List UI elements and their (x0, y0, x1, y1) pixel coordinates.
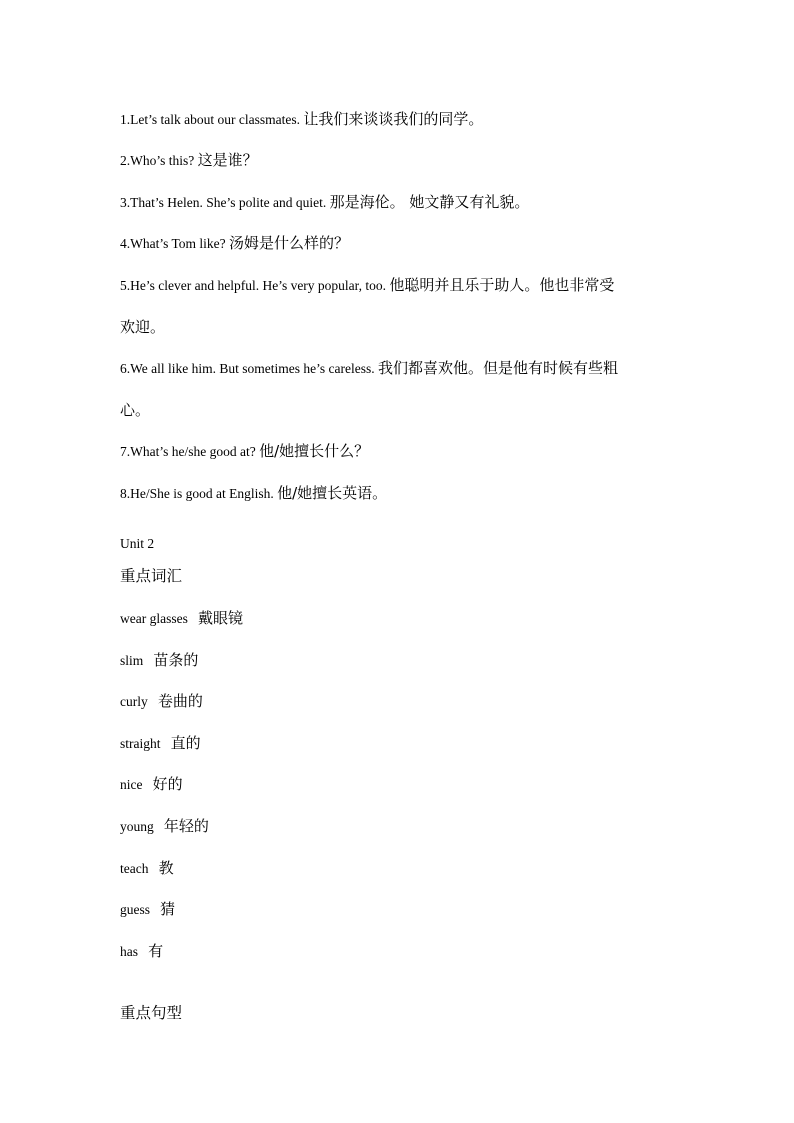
sentence-english: 7.What’s he/she good at? (120, 444, 260, 459)
sentence-chinese: 他聪明并且乐于助人。他也非常受 (389, 276, 615, 294)
vocab-item (120, 816, 209, 837)
vocab-chinese: 戴眼镜 (197, 609, 243, 627)
sentence-line (120, 150, 258, 171)
sentence-english: 5.He’s clever and helpful. He’s very popular, too. (120, 278, 390, 293)
sentence-chinese: 他/她擅长什么？ (259, 442, 370, 460)
unit-title (120, 534, 154, 554)
sentence-chinese: 那是海伦。 她文静又有礼貌。 (329, 193, 530, 211)
vocab-heading: 重点词汇 (120, 567, 183, 585)
sentence-line-continuation (120, 317, 165, 338)
vocab-chinese: 教 (158, 859, 174, 877)
sentence-line (120, 358, 618, 379)
vocab-item (120, 774, 183, 795)
vocab-item (120, 733, 201, 754)
sentence-english: 4.What’s Tom like? (120, 236, 230, 251)
vocab-chinese: 直的 (170, 734, 201, 752)
sentence-line (120, 483, 387, 504)
sentence-line (120, 275, 614, 296)
sentence-english: 6.We all like him. But sometimes he’s careless. (120, 361, 378, 376)
unit-title-text: Unit 2 (120, 536, 155, 551)
sentence-line (120, 441, 369, 462)
vocab-item (120, 650, 198, 671)
vocab-english: nice (120, 777, 143, 792)
sentence-english: 1.Let’s talk about our classmates. (120, 112, 304, 127)
sentence-chinese: 欢迎。 (120, 318, 166, 336)
sentence-english: 2.Who’s this? (120, 153, 198, 168)
vocab-item (120, 941, 163, 962)
vocab-english: has (120, 944, 138, 959)
sentence-english: 8.He/She is good at English. (120, 486, 278, 501)
sentence-chinese: 汤姆是什么样的？ (229, 234, 350, 252)
sentence-line (120, 109, 483, 130)
vocab-english: slim (120, 653, 144, 668)
sentence-chinese: 这是谁？ (197, 151, 258, 169)
vocab-english: straight (120, 736, 161, 751)
vocab-chinese: 猜 (160, 900, 176, 918)
vocab-chinese: 年轻的 (163, 817, 209, 835)
vocab-item (120, 691, 203, 712)
sentence-chinese: 他/她擅长英语。 (277, 484, 388, 502)
sentence-chinese: 我们都喜欢他。但是他有时候有些粗 (377, 359, 618, 377)
sentence-line (120, 233, 349, 254)
sentence-line (120, 192, 529, 213)
sentence-line-continuation (120, 400, 150, 421)
vocab-english: young (120, 819, 154, 834)
vocab-chinese: 好的 (152, 775, 183, 793)
vocab-item (120, 608, 243, 629)
vocab-english: teach (120, 861, 149, 876)
vocab-chinese: 有 (148, 942, 164, 960)
vocab-english: curly (120, 694, 148, 709)
vocab-chinese: 苗条的 (153, 651, 199, 669)
sentence-english: 3.That’s Helen. She’s polite and quiet. (120, 195, 330, 210)
sentence-pattern-heading: 重点句型 (120, 1004, 183, 1022)
vocab-english: guess (120, 902, 150, 917)
vocab-item (120, 899, 175, 920)
vocab-english: wear glasses (120, 611, 188, 626)
sentence-chinese: 心。 (120, 401, 151, 419)
vocab-item (120, 858, 174, 879)
vocab-chinese: 卷曲的 (157, 692, 203, 710)
sentence-chinese: 让我们来谈谈我们的同学。 (303, 110, 484, 128)
